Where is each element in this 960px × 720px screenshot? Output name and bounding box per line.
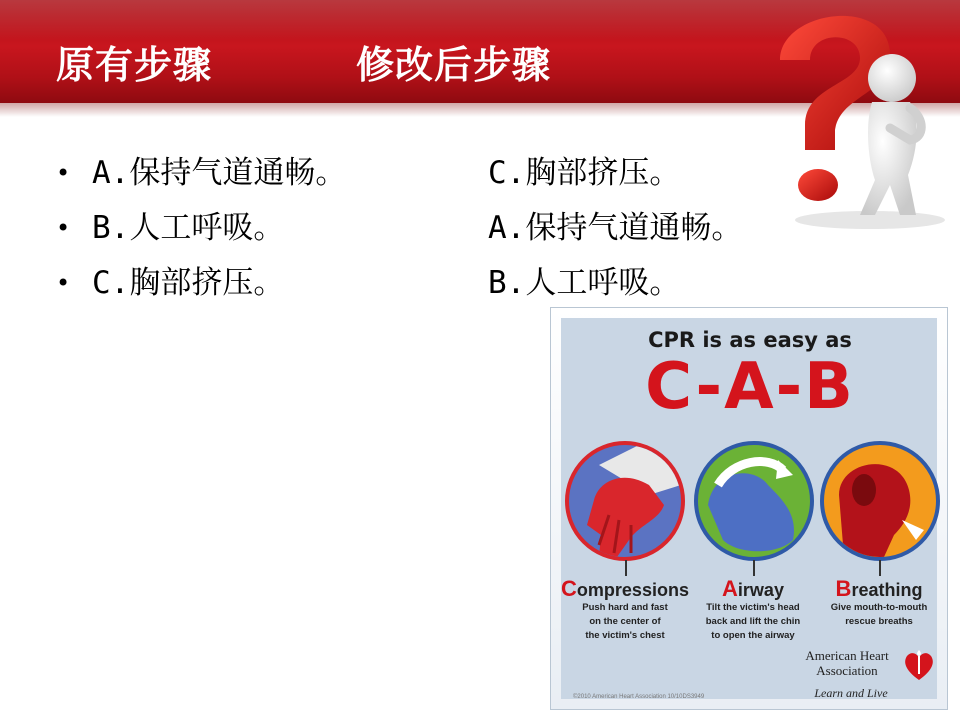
breathing-head-icon	[824, 445, 936, 557]
title-original-steps: 原有步骤	[56, 43, 213, 87]
list-item	[488, 146, 742, 201]
step-text: A.保持气道通畅。	[488, 210, 743, 246]
airway-description: Tilt the victim's head back and lift the chin to open the airway	[705, 602, 801, 641]
aha-tagline: Learn and Live	[814, 686, 888, 700]
step-text: C.胸部挤压。	[488, 155, 681, 191]
airway-label: Airway	[722, 576, 784, 601]
question-mark-figure-icon	[760, 0, 960, 235]
airway-circle	[694, 441, 814, 561]
compressions-circle	[565, 441, 685, 561]
heart-torch-icon	[901, 646, 937, 682]
divider-stem	[879, 560, 881, 576]
aha-organization-name: American Heart Association	[805, 648, 889, 678]
breathing-description: Give mouth-to-mouth rescue breaths	[830, 602, 928, 627]
list-item	[488, 201, 742, 256]
poster-copyright: ©2010 American Heart Association 10/10DS3949	[573, 694, 705, 700]
title-revised-steps: 修改后步骤	[356, 43, 552, 87]
list-item	[56, 146, 346, 201]
compressions-description: Push hard and fast on the center of the victim's chest	[582, 602, 668, 641]
bullet: •	[56, 159, 71, 187]
hands-compression-icon	[569, 445, 681, 557]
list-item	[56, 256, 346, 311]
poster-headline: C-A-B	[645, 350, 855, 424]
airway-head-icon	[698, 445, 810, 557]
cpr-cab-poster	[550, 307, 948, 710]
breathing-label: Breathing	[835, 576, 923, 601]
compressions-label: Compressions	[561, 576, 689, 601]
step-text: C.胸部挤压。	[92, 265, 285, 301]
bullet: •	[56, 214, 71, 242]
bullet: •	[56, 269, 71, 297]
revised-steps-list	[488, 146, 742, 311]
step-text: B.人工呼吸。	[488, 265, 681, 301]
step-text: B.人工呼吸。	[92, 210, 285, 246]
step-text: A.保持气道通畅。	[92, 155, 347, 191]
poster-subtitle: CPR is as easy as	[648, 328, 852, 352]
list-item	[488, 256, 742, 311]
original-steps-list	[56, 146, 346, 311]
divider-stem	[753, 560, 755, 576]
breathing-circle	[820, 441, 940, 561]
list-item	[56, 201, 346, 256]
divider-stem	[625, 560, 627, 576]
